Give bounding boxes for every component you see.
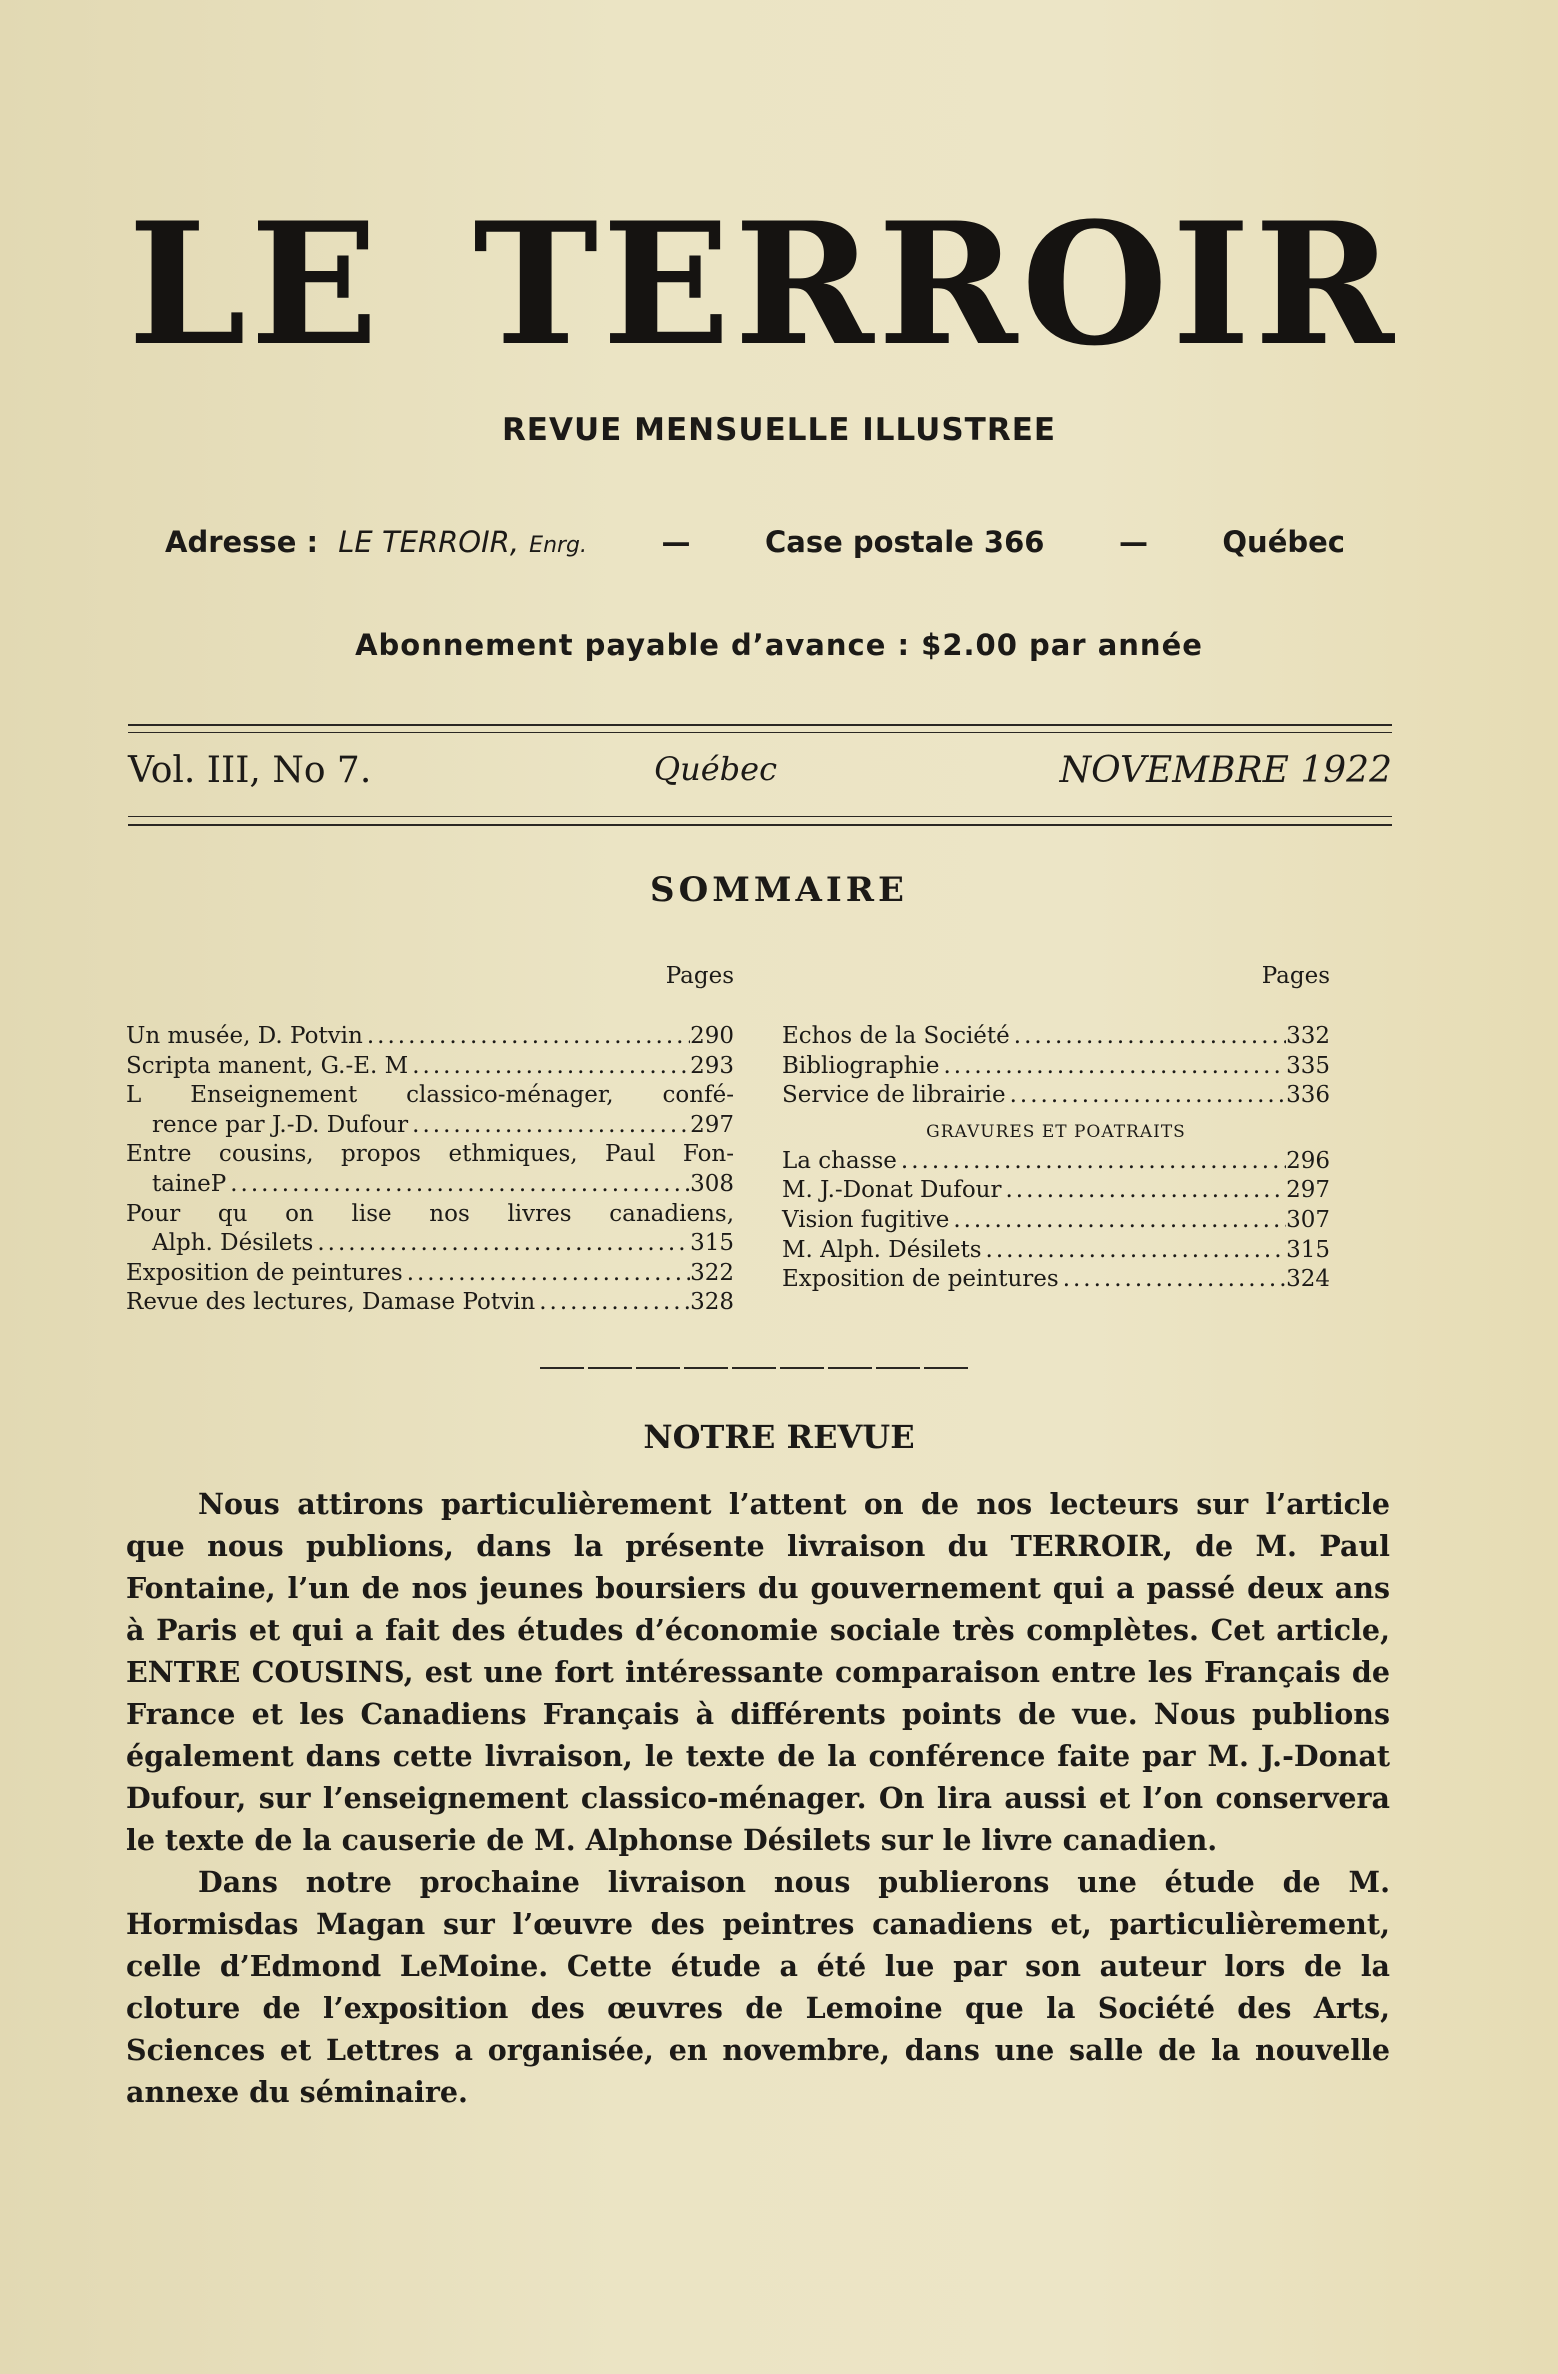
toc-entry — [126, 1052, 734, 1082]
toc-entry-title: Exposition de peintures — [126, 1259, 403, 1286]
gravure-title: Vision fugitive — [782, 1206, 950, 1233]
gravure-entry — [782, 1236, 1330, 1266]
toc-leader — [897, 1147, 1286, 1177]
summary-right-column — [782, 962, 1330, 1295]
toc-entry — [126, 1081, 734, 1140]
toc-leader — [363, 1022, 690, 1052]
toc-entry-page: 290 — [690, 1023, 734, 1049]
summary-title: SOMMAIRE — [650, 870, 908, 910]
toc-entry-page: 336 — [1286, 1082, 1330, 1109]
address-line — [165, 525, 1345, 559]
toc-leader — [535, 1288, 690, 1318]
toc-leader — [1059, 1265, 1286, 1295]
toc-entry — [126, 1259, 734, 1289]
gravure-title: La chasse — [782, 1147, 897, 1174]
toc-leader — [408, 1052, 690, 1082]
toc-entry-title: Bibliographie — [782, 1052, 940, 1079]
toc-leader — [226, 1170, 690, 1200]
toc-entry-page: 332 — [1286, 1023, 1330, 1049]
toc-leader — [949, 1206, 1286, 1236]
toc-entry-page: 293 — [690, 1052, 734, 1079]
toc-entry-page: 335 — [1286, 1052, 1330, 1079]
toc-entry — [782, 1081, 1330, 1111]
toc-entry-title: Scripta manent, G.-E. M — [126, 1052, 409, 1079]
toc-entry-page: 328 — [690, 1289, 734, 1316]
masthead-title — [128, 185, 1398, 383]
rule-bottom-1 — [128, 816, 1392, 817]
rule-top-1 — [128, 724, 1392, 726]
gravure-entry — [782, 1206, 1330, 1236]
address-box: Case postale 366 — [764, 525, 1045, 559]
gravure-entry — [782, 1147, 1330, 1177]
article-paragraph: Dans notre prochaine livraison nous publierons une étude de M. Hormisdas Magan sur l’œuvre des peintres canadiens et, particulièrement, celle d’Edmond LeMoine. Cette étude a été lue par son auteur lors de la cloture de l’exposition des œuvres de Lemoine que la Société des Arts, Sciences et Lettres a organisée, en novembre, dans une salle de la nouvelle annexe du séminaire. — [126, 1865, 1390, 2109]
toc-entry-title-line1: L Enseignement classico-ménager, confé- — [126, 1082, 734, 1109]
subscription-line: Abonnement payable d’avance : $2.00 par année — [355, 628, 1203, 662]
toc-entry-page: 308 — [690, 1170, 734, 1197]
toc-entry-title-line2: rence par J.-D. Dufour — [152, 1111, 409, 1138]
toc-leader — [313, 1229, 690, 1259]
toc-leader — [408, 1111, 690, 1141]
toc-leader — [939, 1052, 1286, 1082]
gravure-entry — [782, 1265, 1330, 1295]
address-dash-2: — — [1118, 525, 1148, 559]
toc-entry-title-line2: Alph. Désilets — [152, 1230, 314, 1257]
gravure-title: M. J.-Donat Dufour — [782, 1177, 1002, 1204]
rule-bottom-2 — [128, 824, 1392, 826]
article-paragraph: Nous attirons particulièrement l’attent on de nos lecteurs sur l’article que nous publions, dans la présente livraison du TERROIR, de M. Paul Fontaine, l’un de nos jeunes boursiers du gouvernement qui a passé deux ans à Paris et qui a fait des études d’économie sociale très complètes. Cet article, ENTRE COUSINS, est une fort intéressante comparaison entre les Français de France et les Canadiens Français à différents points de vue. Nous publions également dans cette livraison, le texte de la conférence faite par M. J.-Donat Dufour, sur l’enseignement classico-ménager. On lira aussi et l’on conservera le texte de la causerie de M. Alphonse Désilets sur le livre canadien. — [126, 1487, 1390, 1857]
gravure-page: 315 — [1286, 1236, 1330, 1263]
masthead-word-le: LE — [128, 185, 383, 383]
toc-entry-page: 297 — [690, 1111, 734, 1138]
toc-entry — [782, 1022, 1330, 1052]
toc-entry-title: Echos de la Société — [782, 1023, 1010, 1049]
address-group — [165, 525, 587, 559]
address-dash-1: — — [661, 525, 691, 559]
address-name: LE TERROIR, — [338, 525, 520, 559]
address-suffix: Enrg. — [529, 533, 588, 558]
rule-top-2 — [128, 732, 1392, 733]
issue-volume: Vol. III, No 7. — [128, 750, 372, 791]
toc-leader — [1006, 1081, 1286, 1111]
section-title: NOTRE REVUE — [643, 1418, 915, 1456]
address-label: Adresse : — [165, 525, 319, 559]
article-body — [126, 1483, 1390, 2113]
toc-leader — [403, 1259, 690, 1289]
toc-entry-page: 315 — [690, 1230, 734, 1257]
toc-entry — [126, 1200, 734, 1259]
toc-entry-title-line2: taineP — [152, 1170, 227, 1197]
issue-place: Québec — [653, 750, 777, 788]
gravure-page: 307 — [1286, 1206, 1330, 1233]
gravure-title: M. Alph. Désilets — [782, 1236, 982, 1263]
masthead-word-terroir: TERROIR — [473, 185, 1398, 383]
toc-entry-title-line1: Entre cousins, propos ethmiques, Paul Fon- — [126, 1141, 734, 1168]
toc-entry-title-line1: Pour qu on lise nos livres canadiens, — [126, 1200, 734, 1227]
gravure-page: 297 — [1286, 1177, 1330, 1204]
toc-entry-title: Revue des lectures, Damase Potvin — [126, 1289, 536, 1316]
toc-entry — [782, 1052, 1330, 1082]
summary-left-column — [126, 962, 734, 1318]
gravure-page: 296 — [1286, 1147, 1330, 1174]
issue-date: NOVEMBRE 1922 — [1059, 750, 1392, 791]
toc-leader — [1001, 1176, 1286, 1206]
pages-header-right: Pages — [1261, 963, 1330, 989]
toc-entry-title: Un musée, D. Potvin — [126, 1023, 363, 1049]
gravure-entry — [782, 1176, 1330, 1206]
toc-leader — [1010, 1022, 1286, 1052]
gravure-title: Exposition de peintures — [782, 1266, 1059, 1293]
gravure-page: 324 — [1286, 1266, 1330, 1293]
gravures-heading: GRAVURES ET POATRAITS — [926, 1121, 1186, 1142]
address-city: Québec — [1222, 525, 1345, 559]
toc-entry-title: Service de librairie — [782, 1082, 1006, 1109]
subtitle: REVUE MENSUELLE ILLUSTREE — [501, 412, 1057, 448]
toc-entry — [126, 1140, 734, 1199]
section-divider — [540, 1367, 972, 1369]
pages-header-left: Pages — [665, 963, 734, 989]
toc-entry — [126, 1288, 734, 1318]
issue-line — [128, 750, 1392, 791]
toc-leader — [982, 1236, 1287, 1266]
toc-entry-page: 322 — [690, 1259, 734, 1286]
toc-entry — [126, 1022, 734, 1052]
